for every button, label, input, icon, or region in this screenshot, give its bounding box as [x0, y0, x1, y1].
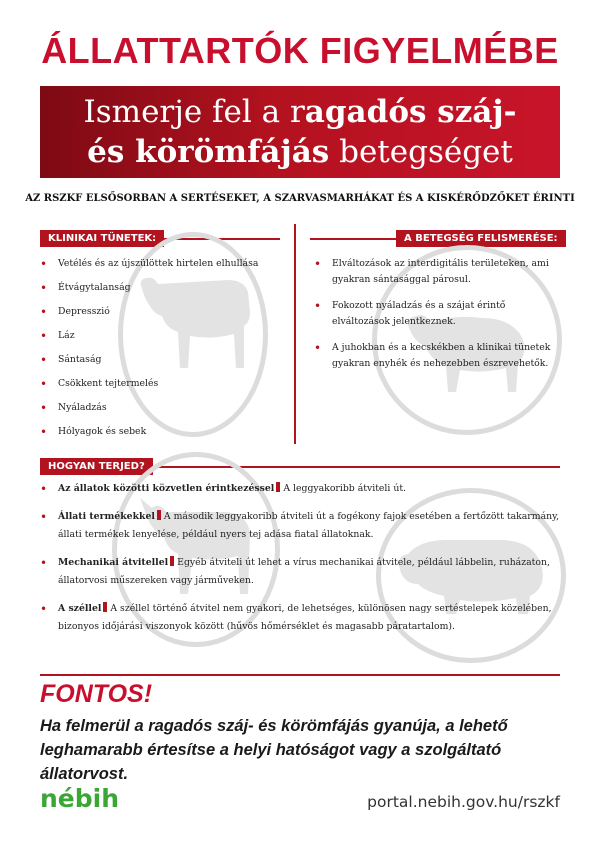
list-item-bold: Állati termékekkel — [58, 511, 155, 522]
list-item: • Nyáladzás — [40, 400, 280, 416]
svg-text:nébih: nébih — [40, 784, 120, 813]
list-item: • Láz — [40, 328, 280, 344]
list-item — [40, 508, 562, 544]
page-title: ÁLLATTARTÓK FIGYELMÉBE — [41, 30, 559, 71]
nebih-logo — [40, 783, 130, 813]
list-item — [40, 600, 562, 636]
list-item: • Étvágytalanság — [40, 280, 280, 296]
list-item: • Fokozott nyáladzás és a szájat érintő elváltozások jelentkeznek. — [314, 298, 560, 330]
important-heading: FONTOS! — [40, 680, 153, 708]
red-bar-icon — [170, 556, 174, 566]
spread-list — [40, 480, 562, 646]
recognition-list — [314, 256, 560, 382]
banner-line-2 — [40, 132, 560, 172]
list-item-text: A leggyakoribb átviteli út. — [283, 483, 407, 494]
portal-url: portal.nebih.gov.hu/rszkf — [367, 793, 560, 811]
section-label-spread: HOGYAN TERJED? — [40, 458, 153, 475]
list-item: • Vetélés és az újszülöttek hirtelen elhullása — [40, 256, 280, 272]
important-divider — [40, 674, 560, 676]
list-item-text: Egyéb átviteli út lehet a vírus mechanikai átvitele, például lábbelin, ruházaton, állatorvosi műszereken vagy járműveken. — [58, 557, 550, 586]
list-item-text: A széllel történő átvitel nem gyakori, de lehetséges, különösen nagy sertéstelepek közelében, bizonyos időjárási viszonyok között (hűvös hőmérséklet és magasabb páratartalom). — [58, 603, 552, 632]
list-item: • Hólyagok és sebek — [40, 424, 280, 440]
list-item: • Sántaság — [40, 352, 280, 368]
banner-bold-text: és körömfájás — [87, 134, 330, 170]
subtitle: AZ RSZKF ELSŐSORBAN A SERTÉSEKET, A SZARVASMARHÁKAT ÉS A KISKÉRŐDZŐKET ÉRINTI — [25, 193, 575, 204]
red-bar-icon — [157, 510, 161, 520]
list-item — [40, 480, 562, 498]
banner-text: betegséget — [329, 134, 513, 170]
clinical-list — [40, 256, 280, 448]
banner-text: Ismerje fel a r — [83, 94, 305, 130]
list-item: • Elváltozások az interdigitális területeken, ami gyakran sántasággal párosul. — [314, 256, 560, 288]
red-bar-icon — [276, 482, 280, 492]
important-text: Ha felmerül a ragadós száj- és körömfájás gyanúja, a lehető leghamarabb értesítse a helyi hatóságot vagy a szolgáltató állatorvost. — [40, 717, 508, 783]
list-item — [40, 554, 562, 590]
vertical-divider — [294, 224, 296, 444]
list-item: • Csökkent tejtermelés — [40, 376, 280, 392]
banner-line-1 — [40, 92, 560, 132]
banner-bold-text: agadós száj- — [304, 94, 517, 130]
list-item-bold: Mechanikai átvitellel — [58, 557, 169, 568]
title-banner — [40, 86, 560, 178]
red-bar-icon — [103, 602, 107, 612]
section-label-recognition: A BETEGSÉG FELISMERÉSE: — [396, 230, 566, 247]
list-item: • Depresszió — [40, 304, 280, 320]
list-item: • A juhokban és a kecskékben a klinikai tünetek gyakran enyhék és nehezebben észrevehetők. — [314, 340, 560, 372]
list-item-bold: Az állatok közötti közvetlen érintkezéssel — [58, 483, 275, 494]
list-item-bold: A széllel — [58, 603, 102, 614]
list-item-text: A második leggyakoribb átviteli út a fogékony fajok esetében a fertőzött takarmány, állati termékek lenyelése, például nyers tej adása fiatal állatoknak. — [58, 511, 560, 540]
section-label-clinical: KLINIKAI TÜNETEK: — [40, 230, 164, 247]
